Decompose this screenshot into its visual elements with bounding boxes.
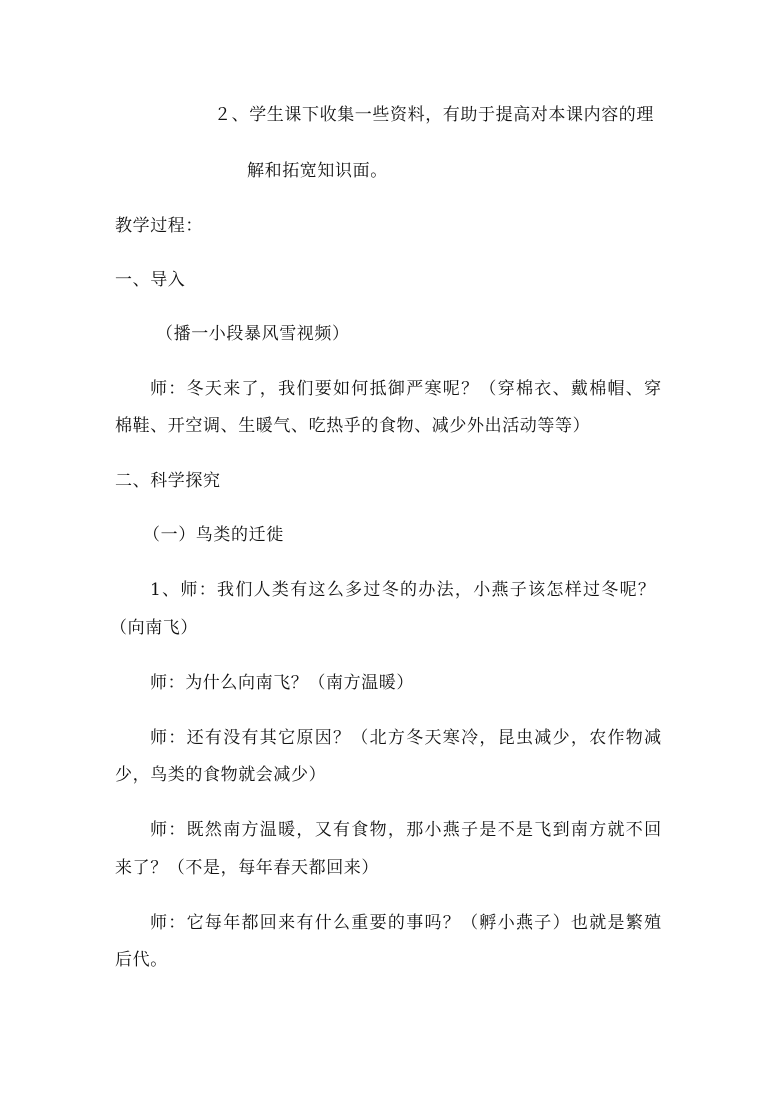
paragraph-why-south: 师：为什么向南飞？（南方温暖） [150,673,414,693]
paragraph-winter-line-1: 师：冬天来了，我们要如何抵御严寒呢？（穿棉衣、戴棉帽、穿 [150,379,663,399]
subheading-bird-migration: （一）鸟类的迁徙 [143,525,284,545]
paragraph-breeding-line-1: 师：它每年都回来有什么重要的事吗？（孵小燕子）也就是繁殖 [150,913,663,933]
heading-introduction: 一、导入 [115,270,186,290]
paragraph-return-line-1: 师：既然南方温暖，又有食物，那小燕子是不是飞到南方就不回 [150,820,663,840]
paragraph-winter-line-2: 棉鞋、开空调、生暖气、吃热乎的食物、减少外出活动等等） [115,416,591,436]
paragraph-breeding-line-2: 后代。 [115,950,168,970]
prep-item-2-line-2: 解和拓宽知识面。 [247,161,388,181]
video-note: （播一小段暴风雪视频） [156,324,350,344]
paragraph-swallow-line-2: （向南飞） [110,618,198,638]
section-heading-teaching-process: 教学过程： [115,216,203,236]
paragraph-return-line-2: 来了？（不是，每年春天都回来） [115,858,379,878]
paragraph-other-reasons-line-1: 师：还有没有其它原因？（北方冬天寒冷，昆虫减少，农作物减 [150,728,663,748]
prep-item-2-line-1: ２、学生课下收集一些资料，有助于提高对本课内容的理 [214,105,654,125]
heading-science-inquiry: 二、科学探究 [115,471,221,491]
paragraph-other-reasons-line-2: 少，鸟类的食物就会减少） [115,765,327,785]
paragraph-swallow-line-1: 1、师：我们人类有这么多过冬的办法，小燕子该怎样过冬呢？ [150,580,657,600]
